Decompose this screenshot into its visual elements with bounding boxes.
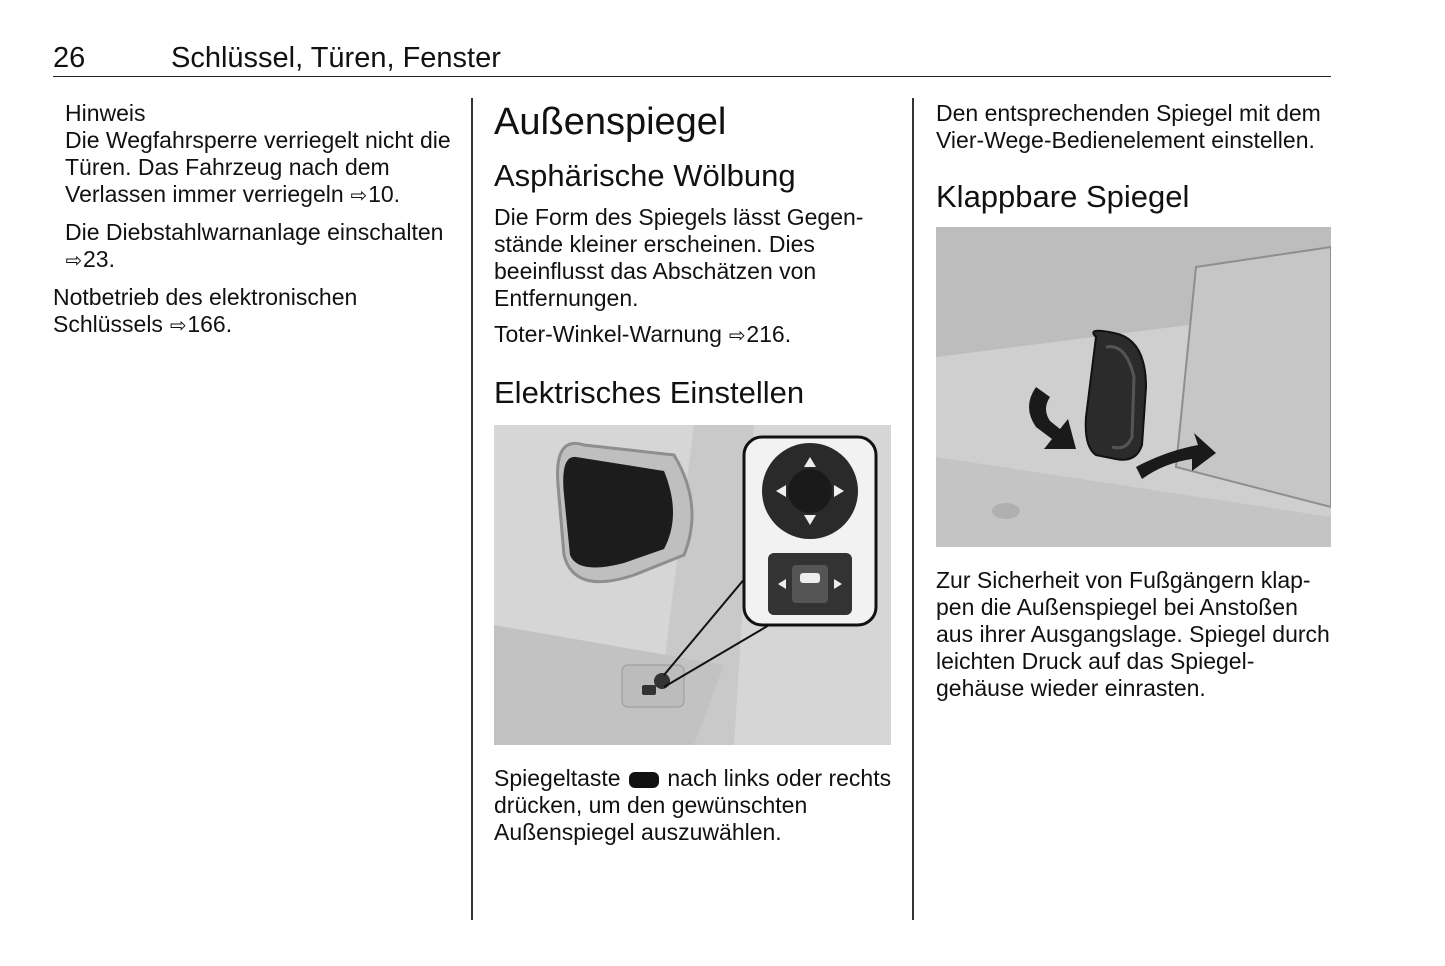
subsection-title: Klappbare Spiegel — [936, 179, 1190, 214]
arrow-right-outline-icon: ⇨ — [65, 250, 83, 272]
body-paragraph: Die Form des Spiegels lässt Gegenstände kleiner erscheinen. Dies beeinflusst das Abschätzen von Entfernungen. — [494, 204, 864, 311]
column-1 — [53, 100, 453, 349]
note-box — [53, 100, 453, 275]
arrow-right-outline-icon: ⇨ — [350, 185, 368, 207]
note-text: Die Wegfahrsperre verriegelt nicht die Türen. Das Fahrzeug nach dem Verlassen immer verriegeln — [65, 127, 451, 207]
arrow-right-outline-icon: ⇨ — [728, 325, 746, 347]
folding-mirror-illustration — [936, 227, 1331, 547]
body-text: Toter-Winkel-Warnung — [494, 321, 722, 347]
body-paragraph — [494, 765, 892, 846]
column-divider — [912, 98, 914, 920]
page-ref[interactable]: 23 — [83, 246, 109, 272]
section-title: Außenspiegel — [494, 101, 727, 143]
body-text: nach links oder rechts drücken, um den gewünschten Außenspiegel auszuwählen. — [494, 765, 892, 845]
page-ref[interactable]: 10 — [368, 181, 394, 207]
column-3 — [936, 100, 1334, 711]
note-paragraph: Die Wegfahrsperre verriegelt nicht die Türen. Das Fahrzeug nach dem Verlassen immer verriegeln ⇨10. — [65, 127, 453, 210]
column-divider — [471, 98, 473, 920]
body-paragraph: Notbetrieb des elektronischen Schlüssels ⇨166. — [53, 284, 453, 340]
body-text: Spiegeltaste — [494, 765, 621, 791]
page-ref[interactable]: 166 — [187, 311, 226, 337]
page-ref[interactable]: 216 — [746, 321, 785, 347]
subsection-title: Elektrisches Einstellen — [494, 375, 805, 410]
subsection-title: Asphärische Wölbung — [494, 158, 796, 193]
note-text: Die Diebstahlwarnanlage einschalten — [65, 219, 444, 245]
running-title: Schlüssel, Türen, Fenster — [171, 42, 501, 74]
page-number: 26 — [53, 42, 86, 74]
body-paragraph: Zur Sicherheit von Fußgängern klappen die Außenspiegel bei Anstoßen aus ihrer Ausgangslage. Spiegel durch leichten Druck auf das Spiegelgehäuse wieder einrasten. — [936, 567, 1330, 701]
page-header — [53, 40, 1331, 77]
body-paragraph: Toter-Winkel-Warnung ⇨216. — [494, 321, 892, 350]
note-title: Hinweis — [65, 100, 146, 126]
mirror-control-illustration — [494, 425, 891, 745]
body-paragraph: Den entsprechenden Spiegel mit dem Vier-Wege-Bedienelement einstellen. — [936, 100, 1321, 153]
note-paragraph: Die Diebstahlwarnanlage einschalten ⇨23. — [65, 219, 453, 275]
column-2 — [494, 100, 892, 855]
mirror-button-icon — [629, 772, 659, 788]
body-text: Notbetrieb des elektronischen Schlüssels — [53, 284, 358, 337]
arrow-right-outline-icon: ⇨ — [169, 315, 187, 337]
